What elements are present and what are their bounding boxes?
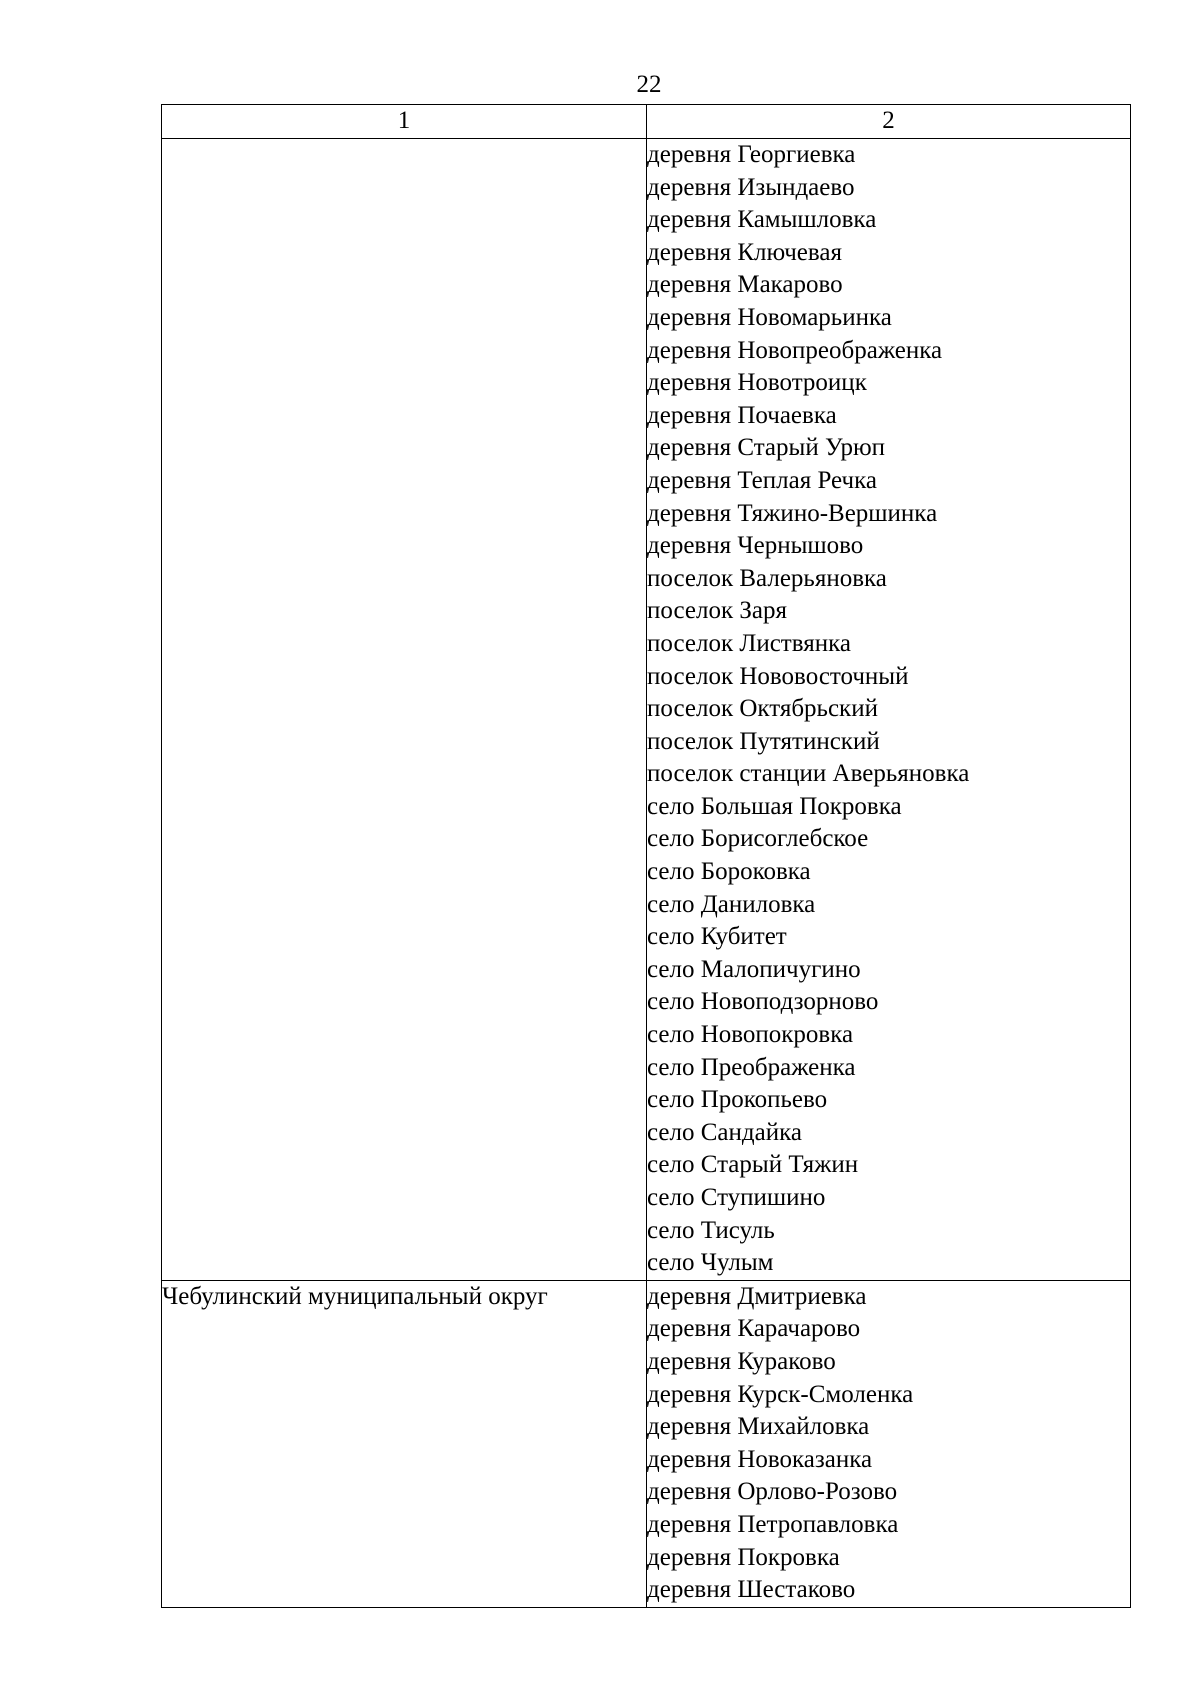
settlement-name: деревня Шестаково <box>647 1576 856 1604</box>
settlement-name: деревня Тяжино-Вершинка <box>647 499 938 527</box>
settlement-name: поселок Нововосточный <box>647 662 909 690</box>
settlement-name: село Новопокровка <box>647 1021 854 1049</box>
settlement-name: деревня Теплая Речка <box>647 466 877 494</box>
settlement-name: деревня Дмитриевка <box>647 1282 867 1310</box>
district-cell: Чебулинский муниципальный округ <box>162 1280 647 1607</box>
settlement-name: село Тисуль <box>647 1216 775 1244</box>
settlement-name: село Новоподзорново <box>647 988 879 1016</box>
settlement-name: село Чулым <box>647 1249 774 1277</box>
table-header-row <box>162 105 1131 139</box>
settlement-name: село Прокопьево <box>647 1086 828 1114</box>
settlement-name: село Бороковка <box>647 858 811 886</box>
settlements-cell <box>647 139 1131 1281</box>
settlement-name: деревня Чернышово <box>647 532 864 560</box>
settlement-name: деревня Новоказанка <box>647 1445 873 1473</box>
table-row <box>162 139 1131 1281</box>
page-number: 22 <box>636 71 662 98</box>
settlement-name: поселок Путятинский <box>647 727 880 755</box>
settlement-name: село Старый Тяжин <box>647 1151 859 1179</box>
settlement-name: поселок Листвянка <box>647 629 851 657</box>
settlement-name: село Преображенка <box>647 1053 856 1081</box>
settlement-name: деревня Старый Урюп <box>647 434 886 462</box>
settlement-name: село Борисоглебское <box>647 825 869 853</box>
settlement-name: село Большая Покровка <box>647 792 902 820</box>
column-header-1: 1 <box>162 105 647 139</box>
district-cell <box>162 139 647 1281</box>
settlement-name: поселок станции Аверьяновка <box>647 760 970 788</box>
settlement-name: село Даниловка <box>647 890 816 918</box>
settlements-cell <box>647 1280 1131 1607</box>
settlement-name: деревня Камышловка <box>647 206 877 234</box>
settlement-name: село Малопичугино <box>647 955 861 983</box>
settlement-name: деревня Георгиевка <box>647 141 856 168</box>
settlement-name: деревня Новотроицк <box>647 369 867 397</box>
settlement-name: деревня Кураково <box>647 1347 836 1375</box>
settlement-name: село Ступишино <box>647 1184 826 1211</box>
settlement-name: поселок Октябрьский <box>647 695 878 723</box>
settlement-name: деревня Михайловка <box>647 1413 870 1441</box>
settlement-name: деревня Покровка <box>647 1543 840 1571</box>
settlement-name: деревня Ключевая <box>647 238 842 266</box>
column-header-2: 2 <box>647 105 1131 139</box>
table-row <box>162 1280 1131 1607</box>
settlement-name: деревня Курск-Смоленка <box>647 1380 914 1408</box>
settlement-name: деревня Карачарово <box>647 1315 861 1343</box>
settlement-name: деревня Макарово <box>647 271 843 299</box>
settlement-name: деревня Изындаево <box>647 173 855 201</box>
settlement-name: деревня Почаевка <box>647 401 837 429</box>
settlement-name: деревня Петропавловка <box>647 1510 899 1538</box>
settlement-name: поселок Валерьяновка <box>647 564 887 592</box>
settlement-name: деревня Новопреображенка <box>647 336 943 364</box>
settlement-name: деревня Орлово-Розово <box>647 1478 898 1506</box>
settlement-name: село Сандайка <box>647 1118 802 1146</box>
settlement-name: деревня Новомарьинка <box>647 303 892 331</box>
settlement-name: село Кубитет <box>647 923 787 951</box>
settlement-name: поселок Заря <box>647 597 787 625</box>
settlements-table <box>161 104 1131 1608</box>
